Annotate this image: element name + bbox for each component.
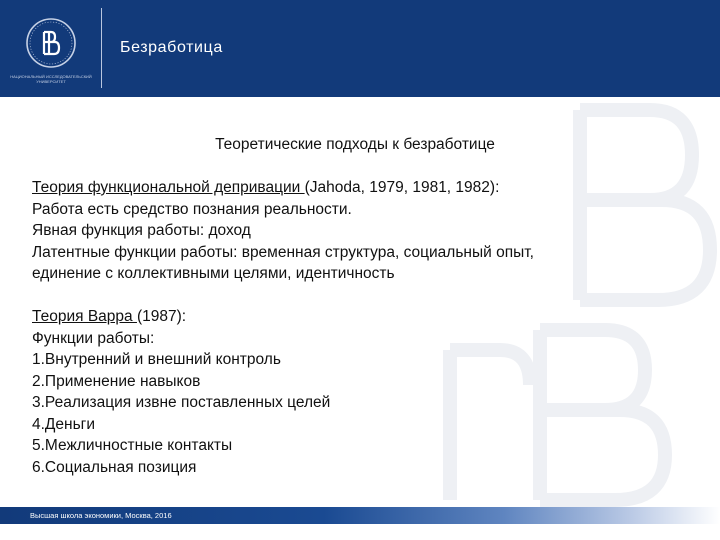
jahoda-citation: (Jahoda, 1979, 1981, 1982): xyxy=(304,179,500,196)
warr-title-line xyxy=(32,306,672,328)
list-item: 4.Деньги xyxy=(32,415,95,433)
jahoda-line: Латентные функции работы: временная структура, социальный опыт, xyxy=(32,243,534,261)
warr-theory-title: Теория Варра xyxy=(32,308,137,325)
jahoda-line: Явная функция работы: доход xyxy=(32,222,251,239)
header-bar xyxy=(0,0,720,97)
jahoda-theory-title: Теория функциональной депривации xyxy=(32,179,305,196)
logo-caption-line1: НАЦИОНАЛЬНЫЙ ИССЛЕДОВАТЕЛЬСКИЙ xyxy=(10,74,92,79)
warr-intro: Функции работы: xyxy=(32,329,155,347)
logo-caption-line2: УНИВЕРСИТЕТ xyxy=(36,79,66,84)
logo-caption xyxy=(10,74,92,84)
content-heading: Теоретические подходы к безработице xyxy=(215,136,495,153)
slide-content xyxy=(32,134,672,478)
jahoda-line: Работа есть средство познания реальности. xyxy=(32,200,352,218)
header-divider xyxy=(101,8,102,88)
footer-bar xyxy=(0,507,720,524)
footer-text: Высшая школа экономики, Москва, 2016 xyxy=(30,511,172,520)
warr-citation: (1987): xyxy=(136,308,187,325)
list-item: 1.Внутренний и внешний контроль xyxy=(32,351,281,368)
list-item: 3.Реализация извне поставленных целей xyxy=(32,394,331,411)
spacer xyxy=(32,285,672,307)
jahoda-line: единение с коллективными целями, идентичность xyxy=(32,265,395,282)
list-item: 6.Социальная позиция xyxy=(32,458,197,476)
jahoda-title-line xyxy=(32,177,672,199)
hse-emblem-icon xyxy=(25,17,77,69)
list-item: 5.Межличностные контакты xyxy=(32,437,233,454)
list-item: 2.Применение навыков xyxy=(32,372,201,390)
page-title: Безработица xyxy=(120,39,223,56)
